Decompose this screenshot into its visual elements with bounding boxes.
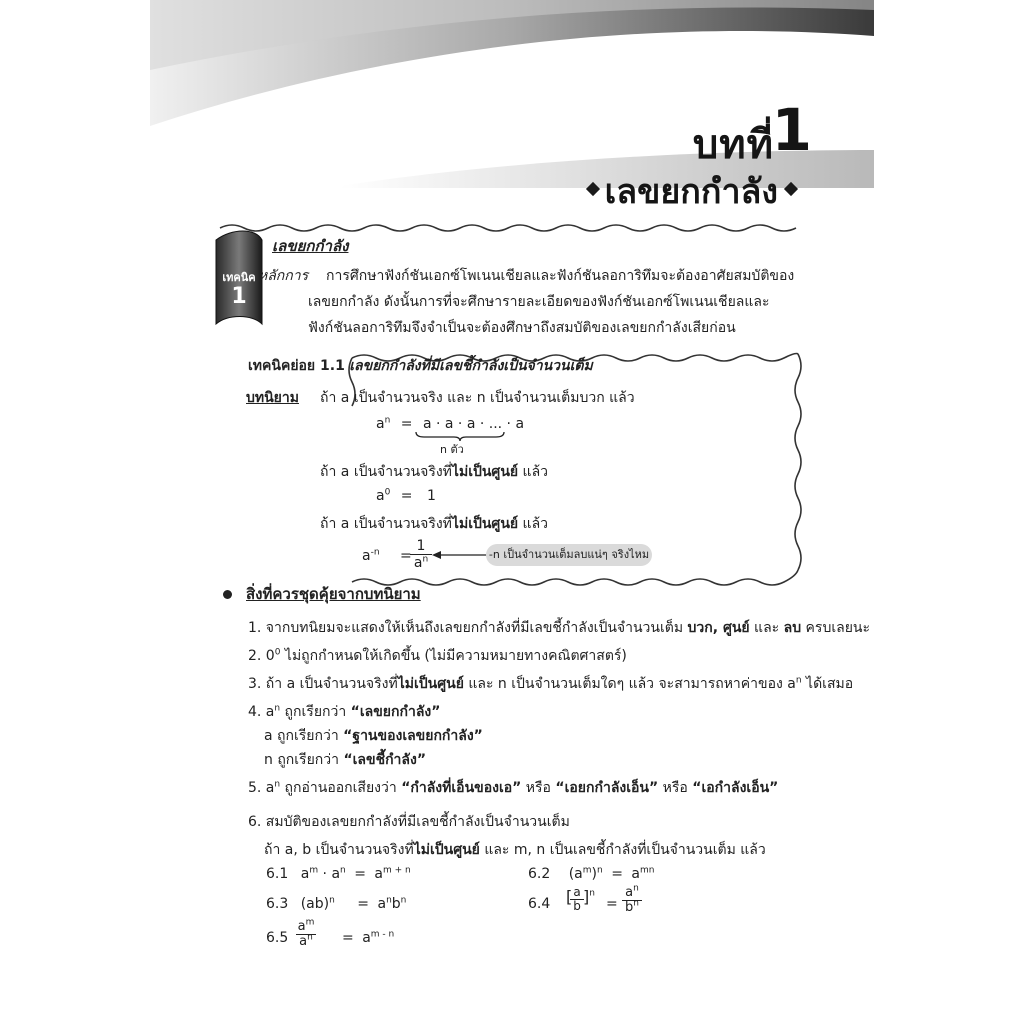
fraction-an-over-bn: $\frac{a^n}{b^n}$: [622, 886, 642, 915]
chapter-number: 1: [771, 96, 812, 164]
definition-label: บทนิยาม: [246, 390, 299, 406]
chapter-heading: [150, 0, 874, 212]
fraction-a-over-b: $\frac{a}{b}$: [570, 886, 584, 913]
list-item: 5. $a^n$ ถูกอ่านออกเสียงว่า “กำลังที่เอ็นของเอ” หรือ “เอยกกำลังเอ็น” หรือ “เอกำลังเอ็น”: [248, 779, 779, 796]
definition-line: ถ้า a เป็นจำนวนจริง และ n เป็นจำนวนเต็มบวก แล้ว: [320, 390, 635, 406]
property-6-4-eq: =: [606, 896, 618, 912]
principle-label: หลักการ: [258, 268, 309, 284]
list-item: 1. จากบทนิยมจะแสดงให้เห็นถึงเลขยกกำลังที่มีเลขชี้กำลังเป็นจำนวนเต็ม บวก, ศูนย์ และ ลบ ครบเลยนะ: [248, 620, 870, 636]
property-6-2: 6.2 $(a^m)^n = a^{mn}$: [528, 865, 655, 882]
property-6-1: 6.1 $a^m \cdot a^n = a^{m + n}$: [266, 865, 411, 882]
document-page: [150, 0, 874, 1024]
property-6-5-rhs: = $a^{m - n}$: [342, 929, 395, 946]
sub-technique-heading: [248, 356, 593, 376]
principle-line: เลขยกกำลัง ดังนั้นการที่จะศึกษารายละเอียดของฟังก์ชันเอกซ์โพเนนเชียลและ: [308, 294, 770, 310]
takeaways-heading: สิ่งที่ควรชุดคุ้ยจากบทนิยาม: [246, 585, 421, 603]
fraction-am-over-an: $\frac{a^m}{a^n}$: [297, 917, 315, 949]
property-6-3: 6.3 $(ab)^n = a^nb^n$: [266, 895, 407, 912]
technique-tab-label: เทคนิค: [222, 271, 256, 284]
list-item: a ถูกเรียกว่า “ฐานของเลขยกกำลัง”: [264, 728, 483, 744]
property-6-4-lhs-close: ]$^n$: [583, 887, 595, 906]
underbrace-label: n ตัว: [440, 443, 464, 456]
property-6-5: 6.5: [266, 930, 289, 946]
sub-technique-title: เลขยกกำลังที่มีเลขชี้กำลังเป็นจำนวนเต็ม: [349, 358, 593, 374]
formula-power-definition: $a^n = a \cdot a \cdot a$ · ... · a: [376, 415, 525, 432]
side-note-badge: -n เป็นจำนวนเต็มลบแน่ๆ จริงไหม: [486, 544, 652, 566]
list-item: 2. $0^0$ ไม่ถูกกำหนดให้เกิดขึ้น (ไม่มีความหมายทางคณิตศาสตร์): [248, 647, 627, 664]
definition-line: ถ้า a เป็นจำนวนจริงที่ไม่เป็นศูนย์ แล้ว: [320, 516, 549, 532]
diamond-ornament-icon: [586, 182, 600, 196]
list-item: ถ้า a, b เป็นจำนวนจริงที่ไม่เป็นศูนย์ และ m, n เป็นเลขชี้กำลังที่เป็นจำนวนเต็ม แล้ว: [264, 842, 766, 858]
technique-tab-number: 1: [231, 284, 247, 309]
formula-negative-power: $a^{-n}$ =: [362, 547, 412, 564]
principle-line: ฟังก์ชันลอการิทึมจึงจำเป็นจะต้องศึกษาถึงสมบัติของเลขยกกำลังเสียก่อน: [308, 320, 736, 336]
principle-line: การศึกษาฟังก์ชันเอกซ์โพเนนเชียลและฟังก์ชันลอการิทึมจะต้องอาศัยสมบัติของ: [326, 268, 795, 284]
fraction-one-over-a-n: $\frac{1}{a^n}$: [410, 538, 432, 571]
property-6-4-lhs: [: [566, 887, 573, 906]
list-item: 6. สมบัติของเลขยกกำลังที่มีเลขชี้กำลังเป็นจำนวนเต็ม: [248, 814, 570, 830]
diamond-ornament-icon: [784, 182, 798, 196]
bullet-icon: [223, 590, 232, 599]
list-item: 3. ถ้า a เป็นจำนวนจริงที่ไม่เป็นศูนย์ และ n เป็นจำนวนเต็มใดๆ แล้ว จะสามารถหาค่าของ $a^n$ ได้เสมอ: [248, 675, 854, 692]
arrow-left-icon: [432, 550, 488, 560]
property-6-4: 6.4: [528, 896, 551, 912]
list-item: n ถูกเรียกว่า “เลขชี้กำลัง”: [264, 752, 427, 768]
formula-zero-power: $a^0 = 1$: [376, 487, 436, 504]
chapter-label: บทที่: [692, 122, 774, 168]
chapter-title: เลขยกกำลัง: [604, 172, 778, 212]
technique-heading: เลขยกกำลัง: [272, 237, 349, 255]
list-item: 4. $a^n$ ถูกเรียกว่า “เลขยกกำลัง”: [248, 703, 441, 720]
sub-technique-prefix: เทคนิคย่อย 1.1: [248, 358, 345, 374]
definition-line: ถ้า a เป็นจำนวนจริงที่ไม่เป็นศูนย์ แล้ว: [320, 464, 549, 480]
